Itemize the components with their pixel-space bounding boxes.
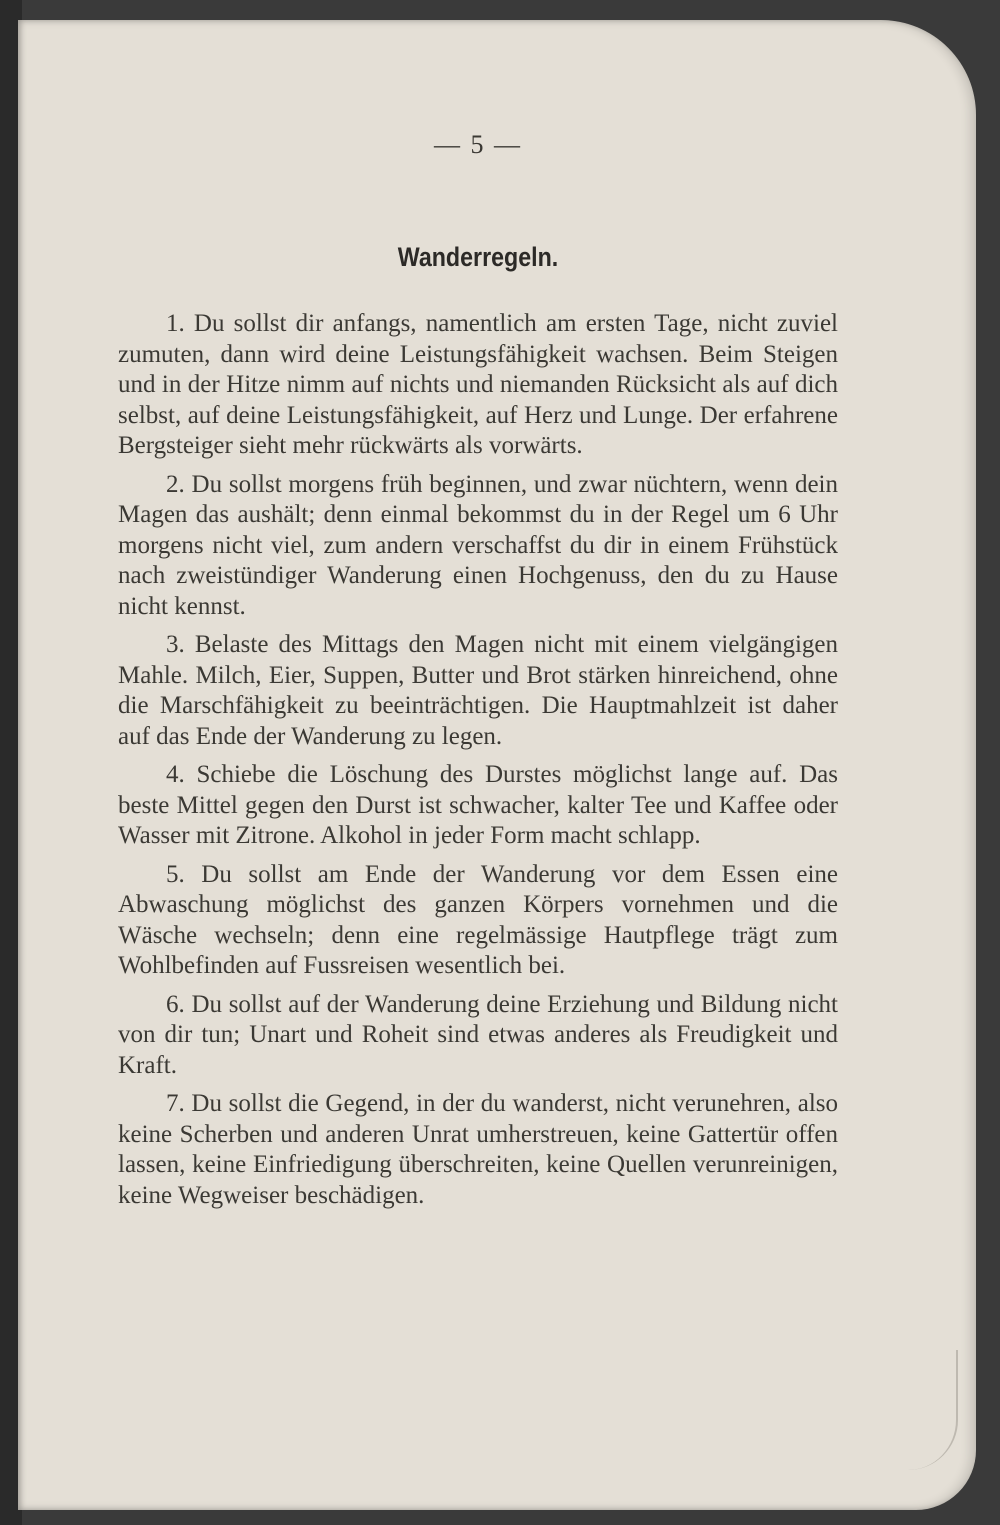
rule-3: 3. Belaste des Mittags den Magen nicht mit einem vielgängigen Mahle. Milch, Eier, Suppen, Butter und Brot stärken hinreichend, ohne die Marschfähigkeit zu beeinträchtigen. Die Hauptmahlzeit ist daher auf das Ende der Wanderung zu legen. bbox=[118, 631, 838, 750]
page-heading: Wanderregeln. bbox=[397, 242, 559, 272]
rule-7: 7. Du sollst die Gegend, in der du wanderst, nicht verunehren, also keine Scherben und anderen Unrat umherstreuen, keine Gattertür offen lassen, keine Einfriedigung überschreiten, keine Quellen verunreinigen, keine Wegweiser beschädigen. bbox=[118, 1090, 838, 1209]
book-page bbox=[18, 20, 976, 1510]
rule-1: 1. Du sollst dir anfangs, namentlich am ersten Tage, nicht zuviel zumuten, dann wird deine Leistungsfähigkeit wachsen. Beim Steigen und in der Hitze nimm auf nichts und niemanden Rücksicht als auf dich selbst, auf deine Leistungsfähigkeit, auf Herz und Lunge. Der erfahrene Bergsteiger sieht mehr rückwärts als vorwärts. bbox=[118, 310, 838, 459]
rule-6: 6. Du sollst auf der Wanderung deine Erziehung und Bildung nicht von dir tun; Unart und Roheit sind etwas anderes als Freudigkeit und Kraft. bbox=[118, 990, 838, 1079]
rule-5: 5. Du sollst am Ende der Wanderung vor dem Essen eine Abwaschung möglichst des ganzen Körpers vornehmen und die Wäsche wechseln; denn eine regelmässige Hautpflege trägt zum Wohlbefinden auf Fussreisen wesentlich bei. bbox=[118, 860, 838, 979]
page-corner-fold bbox=[886, 1350, 958, 1470]
page-content bbox=[118, 130, 838, 1219]
rule-4: 4. Schiebe die Löschung des Durstes möglichst lange auf. Das beste Mittel gegen den Durst ist schwacher, kalter Tee und Kaffee oder Wasser mit Zitrone. Alkohol in jeder Form macht schlapp. bbox=[118, 761, 838, 849]
rule-2: 2. Du sollst morgens früh beginnen, und zwar nüchtern, wenn dein Magen das aushält; denn einmal bekommst du in der Regel um 6 Uhr morgens nicht viel, zum andern verschaffst du dir in einem Frühstück nach zweistündiger Wanderung einen Hochgenuss, den du zu Hause nicht kennst. bbox=[118, 470, 838, 620]
page-number: — 5 — bbox=[434, 130, 522, 159]
